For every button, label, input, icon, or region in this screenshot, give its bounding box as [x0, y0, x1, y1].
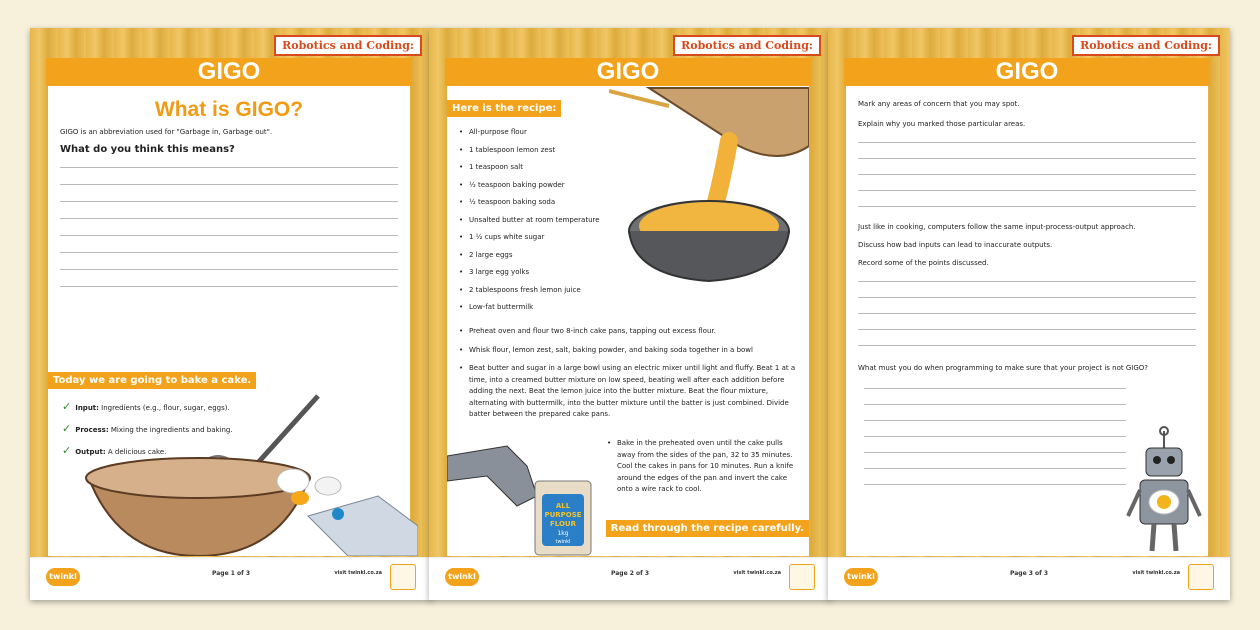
page-number: Page 2 of 3: [611, 570, 649, 577]
list-item: • 2 tablespoons fresh lemon juice: [459, 286, 629, 294]
robot-egg-illustration: [1124, 426, 1204, 556]
list-item: • Bake in the preheated oven until the cake pulls away from the sides of the pan, 32 to 35 minutes. Cool the cakes in pans for 10 minutes. Run a knife around the edges of the pan and invert the cake onto a wire rack to cool.: [607, 438, 797, 496]
list-item: • 1 teaspoon salt: [459, 163, 629, 171]
award-badge-icon: [789, 564, 815, 590]
answer-lines[interactable]: [60, 167, 398, 287]
page-banner: GIGO: [46, 58, 412, 86]
bake-step: [607, 438, 797, 503]
page-banner: GIGO: [445, 58, 811, 86]
worksheet-page-3: [828, 28, 1230, 600]
callout-label: Read through the recipe carefully.: [606, 520, 809, 537]
flour-bag-weight: 1kg: [557, 530, 569, 537]
twinkl-logo: twinkl: [46, 568, 80, 586]
list-item: • 3 large egg yolks: [459, 268, 629, 276]
list-item: • ½ teaspoon baking powder: [459, 181, 629, 189]
list-item: ✓ Input: Ingredients (e.g., flour, sugar, eggs).: [62, 400, 230, 413]
page-heading: What is GIGO?: [154, 98, 304, 121]
prompt-text: Just like in cooking, computers follow the same input-process-output approach.: [858, 223, 1136, 231]
page-content: [846, 86, 1208, 556]
topic-tag: Robotics and Coding:: [274, 35, 422, 56]
worksheet-page-1: [30, 28, 432, 600]
intro-text: GIGO is an abbreviation used for "Garbage in, Garbage out".: [60, 128, 273, 136]
list-item: ✓ Process: Mixing the ingredients and baking.: [62, 422, 233, 435]
flour-bag-line2: PURPOSE: [544, 511, 582, 519]
list-item: • All-purpose flour: [459, 128, 629, 136]
list-item: • 1 ½ cups white sugar: [459, 233, 629, 241]
list-item: • 1 tablespoon lemon zest: [459, 146, 629, 154]
answer-lines[interactable]: [858, 281, 1196, 346]
list-item: • Unsalted butter at room temperature: [459, 216, 629, 224]
page-banner: GIGO: [844, 58, 1210, 86]
answer-lines[interactable]: [858, 142, 1196, 207]
batter-pouring-illustration: [609, 86, 809, 286]
twinkl-logo: twinkl: [844, 568, 878, 586]
answer-lines[interactable]: [864, 388, 1126, 485]
method-steps: [459, 326, 799, 428]
mixing-bowl-illustration: [78, 386, 418, 556]
award-badge-icon: [1188, 564, 1214, 590]
footer-url[interactable]: visit twinkl.co.za: [334, 570, 382, 576]
check-icon: ✓: [62, 422, 72, 435]
page-number: Page 1 of 3: [212, 570, 250, 577]
flour-bag-line1: ALL: [555, 502, 571, 510]
list-item: • 2 large eggs: [459, 251, 629, 259]
list-item: • ½ teaspoon baking soda: [459, 198, 629, 206]
ingredient-list: [459, 128, 629, 321]
topic-tag: Robotics and Coding:: [1072, 35, 1220, 56]
list-item: • Low-fat buttermilk: [459, 303, 629, 311]
check-icon: ✓: [62, 400, 72, 413]
worksheet-page-2: [429, 28, 831, 600]
callout-label: Today we are going to bake a cake.: [48, 372, 256, 389]
page-footer: [828, 557, 1230, 600]
robot-hand-flour-illustration: [447, 436, 607, 556]
prompt-text: Record some of the points discussed.: [858, 259, 989, 267]
prompt-text: What must you do when programming to make sure that your project is not GIGO?: [858, 364, 1149, 372]
page-footer: [429, 557, 831, 600]
recipe-heading: Here is the recipe:: [447, 100, 561, 117]
page-footer: [30, 557, 432, 600]
flour-bag-brand: twinkl: [555, 539, 571, 545]
page-content: [447, 86, 809, 556]
page-number: Page 3 of 3: [1010, 570, 1048, 577]
prompt-text: Mark any areas of concern that you may spot.: [858, 100, 1020, 108]
list-item: • Preheat oven and flour two 8-inch cake pans, tapping out excess flour.: [459, 326, 799, 338]
check-icon: ✓: [62, 444, 72, 457]
page-content: [48, 86, 410, 556]
list-item: • Beat butter and sugar in a large bowl using an electric mixer until light and fluffy. Beat 1 at a time, into a creamed butter mixture on low speed, beating well after each addition before adding the next. Beat the lemon juice into the butter mixture. Beat the flour mixture, alternating with buttermilk, into the butter mixture until the batter is just combined. Divide batter between the prepared cake pans.: [459, 363, 799, 421]
footer-url[interactable]: visit twinkl.co.za: [1132, 570, 1180, 576]
question-text: What do you think this means?: [60, 144, 235, 155]
prompt-text: Explain why you marked those particular areas.: [858, 120, 1026, 128]
topic-tag: Robotics and Coding:: [673, 35, 821, 56]
footer-url[interactable]: visit twinkl.co.za: [733, 570, 781, 576]
flour-bag-line3: FLOUR: [549, 520, 577, 528]
award-badge-icon: [390, 564, 416, 590]
list-item: ✓ Output: A delicious cake.: [62, 444, 167, 457]
list-item: • Whisk flour, lemon zest, salt, baking powder, and baking soda together in a bowl: [459, 345, 799, 357]
prompt-text: Discuss how bad inputs can lead to inaccurate outputs.: [858, 241, 1053, 249]
twinkl-logo: twinkl: [445, 568, 479, 586]
